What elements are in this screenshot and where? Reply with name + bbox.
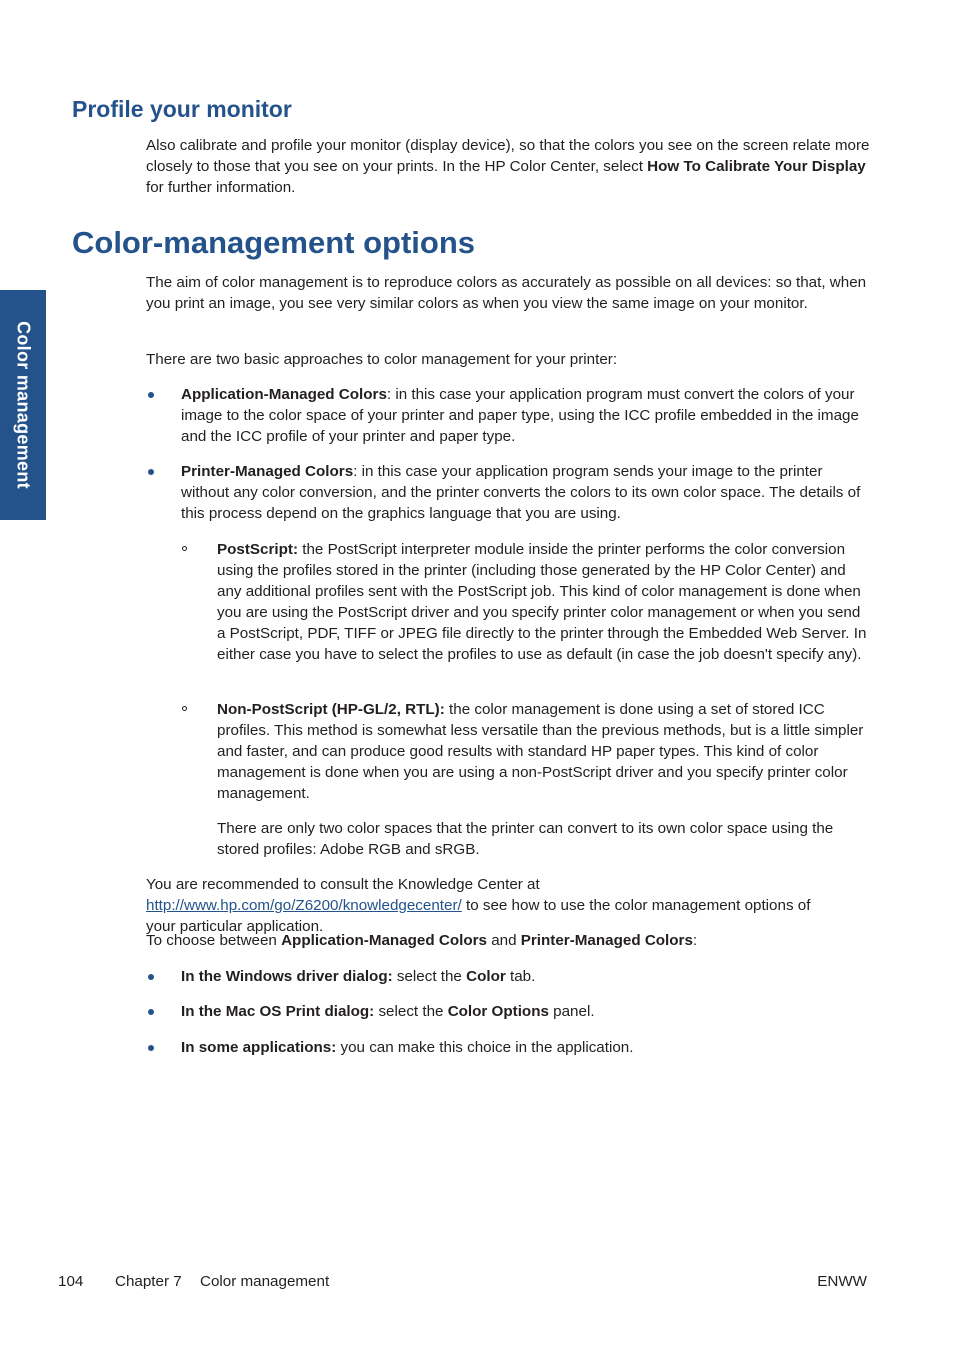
bullet-application-managed bbox=[181, 384, 873, 447]
bold-span: PostScript: bbox=[217, 541, 299, 558]
bold-span: Printer-Managed Colors bbox=[181, 463, 354, 480]
text-span: select the bbox=[392, 968, 467, 985]
bullet-dot-icon bbox=[148, 1009, 154, 1015]
bullet-windows-driver bbox=[181, 966, 873, 987]
bullet-dot-icon bbox=[148, 469, 154, 475]
sub-bullet-circle-icon bbox=[182, 706, 187, 711]
text-span: : bbox=[692, 932, 698, 949]
intro-paragraph: The aim of color management is to reproduce colors as accurately as possible on all devices: so that, when you print an image, you see very similar colors as when you view the same image on your monitor. bbox=[146, 274, 867, 312]
profile-monitor-paragraph bbox=[146, 135, 870, 198]
sub-bullet-non-postscript bbox=[217, 699, 871, 804]
text-span: : in this case your application program sends your image to the printer without any color conversion, and the printer converts the colors to its own color space. The details of this process depend on the graphics language that you are using. bbox=[181, 463, 861, 522]
bold-span: In the Windows driver dialog: bbox=[181, 968, 393, 985]
bullet-dot-icon bbox=[148, 1045, 154, 1051]
text-span: : in this case your application program must convert the colors of your image to the color space of your printer and paper type, using the ICC profile embedded in the image and the ICC profile of your printer and paper type. bbox=[181, 386, 859, 445]
sub-bullet-postscript bbox=[217, 539, 871, 665]
text-span: to see how to use the color management options of your particular application. bbox=[146, 897, 811, 935]
bold-span: Color bbox=[466, 968, 506, 985]
bold-span: Printer-Managed Colors bbox=[520, 932, 693, 949]
bold-span: How To Calibrate Your Display bbox=[647, 158, 866, 175]
bullet-dot-icon bbox=[148, 392, 154, 398]
bullet-dot-icon bbox=[148, 974, 154, 980]
text-span: tab. bbox=[505, 968, 536, 985]
knowledge-center-link[interactable]: http://www.hp.com/go/Z6200/knowledgecenter/ bbox=[146, 897, 462, 914]
bold-span: Color Options bbox=[447, 1003, 549, 1020]
text-span: select the bbox=[374, 1003, 448, 1020]
bold-span: In the Mac OS Print dialog: bbox=[181, 1003, 375, 1020]
bold-span: Application-Managed Colors bbox=[181, 386, 387, 403]
choose-paragraph bbox=[146, 930, 870, 951]
text-span: and bbox=[486, 932, 521, 949]
bullet-mac-os bbox=[181, 1001, 873, 1022]
text-span: for further information. bbox=[146, 179, 296, 196]
bold-span: In some applications: bbox=[181, 1039, 337, 1056]
side-chapter-tab bbox=[0, 290, 46, 520]
text-span: Also calibrate and profile your monitor (display device), so that the colors you see on the screen relate more closely to those that you see on your prints. In the HP Color Center, select bbox=[146, 137, 870, 175]
knowledge-center-paragraph bbox=[146, 874, 836, 937]
bullet-printer-managed bbox=[181, 461, 873, 524]
text-span: the PostScript interpreter module inside the printer performs the color conversion using the profiles stored in the printer (including those generated by the HP Color Center) and any additional profiles sent with the PostScript job. This kind of color management is done when you are using the PostScript driver and you specify printer color management or when you send a PostScript, PDF, TIFF or JPEG file directly to the printer through the Embedded Web Server. In either case you have to select the profiles to use as default (in case the job doesn't specify any). bbox=[217, 541, 867, 663]
footer-chapter-title: Color management bbox=[200, 1273, 330, 1290]
footer-chapter: Chapter 7 bbox=[115, 1273, 182, 1290]
color-management-heading: Color-management options bbox=[72, 225, 476, 260]
text-span: you can make this choice in the application. bbox=[336, 1039, 634, 1056]
color-spaces-note: There are only two color spaces that the printer can convert to its own color space using the stored profiles: Adobe RGB and sRGB. bbox=[217, 820, 834, 858]
text-span: You are recommended to consult the Knowledge Center at bbox=[146, 876, 540, 893]
text-span: panel. bbox=[548, 1003, 595, 1020]
bullet-some-applications bbox=[181, 1037, 873, 1058]
sub-bullet-circle-icon bbox=[182, 546, 187, 551]
text-span: To choose between bbox=[146, 932, 282, 949]
side-tab-label: Color management bbox=[13, 321, 34, 489]
footer-page-number: 104 bbox=[58, 1273, 84, 1290]
bold-span: Non-PostScript (HP-GL/2, RTL): bbox=[217, 701, 445, 718]
approaches-paragraph: There are two basic approaches to color management for your printer: bbox=[146, 351, 618, 368]
footer-locale: ENWW bbox=[817, 1273, 867, 1290]
profile-monitor-heading: Profile your monitor bbox=[72, 96, 292, 122]
bold-span: Application-Managed Colors bbox=[281, 932, 487, 949]
text-span: the color management is done using a set of stored ICC profiles. This method is somewhat less versatile than the previous methods, but is a little simpler and faster, and can produce good results with standard HP paper types. This kind of color management is done when you are using a non-PostScript driver and you specify printer color management. bbox=[217, 701, 864, 802]
